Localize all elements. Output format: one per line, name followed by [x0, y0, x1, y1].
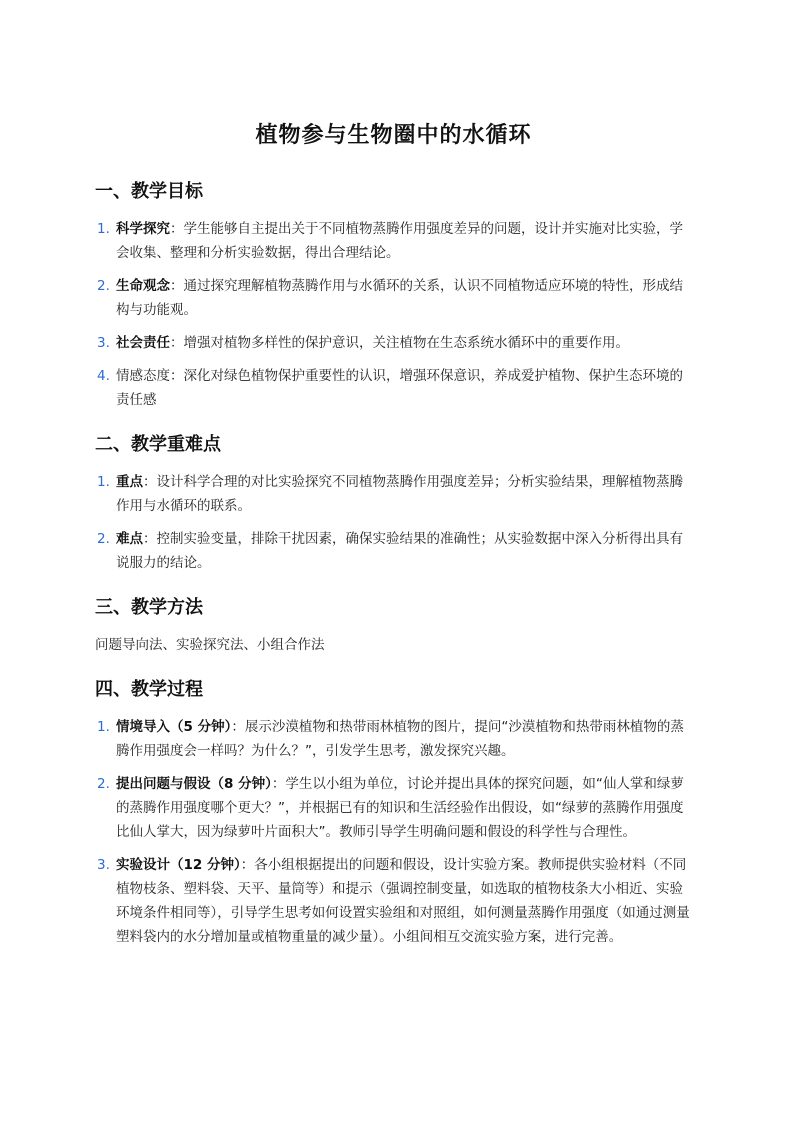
- item-term: 情境导入（5 分钟）: [116, 719, 232, 735]
- item-separator: ：: [240, 857, 255, 873]
- list-item: [95, 331, 692, 355]
- section-heading: 四、教学过程: [95, 679, 203, 700]
- item-number: 3.: [97, 857, 110, 873]
- list-item: [95, 470, 692, 518]
- list-item: [95, 217, 692, 265]
- item-term: 提出问题与假设（8 分钟）: [116, 776, 272, 792]
- key-points-list: [95, 470, 692, 575]
- section-objectives: [95, 177, 692, 412]
- item-text: 设计科学合理的对比实验探究不同植物蒸腾作用强度差异；分析实验结果，理解植物蒸腾作用与水循环的联系。: [116, 474, 683, 514]
- section-heading: 一、教学目标: [95, 181, 203, 202]
- item-separator: ：: [143, 474, 157, 490]
- document-title: 植物参与生物圈中的水循环: [255, 123, 532, 148]
- item-separator: ：: [231, 719, 245, 735]
- item-term: 实验设计（12 分钟）: [116, 857, 241, 873]
- item-number: 4.: [97, 368, 110, 384]
- item-text: 通过探究理解植物蒸腾作用与水循环的关系，认识不同植物适应环境的特性，形成结构与功能观。: [116, 278, 683, 318]
- item-term: 科学探究: [116, 221, 170, 237]
- item-number: 1.: [97, 221, 110, 237]
- item-text: 增强对植物多样性的保护意识，关注植物在生态系统水循环中的重要作用。: [183, 335, 629, 351]
- objectives-list: [95, 217, 692, 412]
- item-text: 学生以小组为单位，讨论并提出具体的探究问题，如“仙人掌和绿萝的蒸腾作用强度哪个更大？”，并根据已有的知识和生活经验作出假设，如“绿萝的蒸腾作用强度比仙人掌大，因为绿萝叶片面积大”。教师引导学生明确问题和假设的科学性与合理性。: [116, 776, 684, 840]
- section-heading: 三、教学方法: [95, 597, 203, 618]
- item-number: 2.: [97, 776, 110, 792]
- item-text: 各小组根据提出的问题和假设，设计实验方案。教师提供实验材料（不同植物枝条、塑料袋、天平、量筒等）和提示（强调控制变量，如选取的植物枝条大小相近、实验环境条件相同等），引导学生思考如何设置实验组和对照组，如何测量蒸腾作用强度（如通过测量塑料袋内的水分增加量或植物重量的减少量）。小组间相互交流实验方案，进行完善。: [116, 857, 690, 945]
- section-process: [95, 675, 692, 949]
- item-separator: ：: [170, 221, 184, 237]
- item-separator: ：: [170, 278, 184, 294]
- item-separator: ：: [143, 531, 157, 547]
- item-term: 重点: [116, 474, 143, 490]
- list-item: [95, 274, 692, 322]
- item-number: 1.: [97, 719, 110, 735]
- item-number: 3.: [97, 335, 110, 351]
- section-key-points: [95, 430, 692, 575]
- item-text: 情感态度：深化对绿色植物保护重要性的认识，增强环保意识，养成爱护植物、保护生态环境的责任感: [116, 368, 683, 408]
- item-text: 学生能够自主提出关于不同植物蒸腾作用强度差异的问题，设计并实施对比实验，学会收集、整理和分析实验数据，得出合理结论。: [116, 221, 683, 261]
- section-heading: 二、教学重难点: [95, 434, 221, 455]
- item-separator: ：: [271, 776, 286, 792]
- item-number: 2.: [97, 531, 110, 547]
- list-item: [95, 715, 692, 763]
- list-item: [95, 853, 692, 949]
- item-text: 控制实验变量，排除干扰因素，确保实验结果的准确性；从实验数据中深入分析得出具有说服力的结论。: [116, 531, 683, 571]
- item-separator: ：: [170, 335, 184, 351]
- process-list: [95, 715, 692, 949]
- item-number: 2.: [97, 278, 110, 294]
- list-item: [95, 527, 692, 575]
- item-term: 生命观念: [116, 278, 170, 294]
- item-term: 难点: [116, 531, 143, 547]
- section-methods: [95, 593, 692, 657]
- item-text: 展示沙漠植物和热带雨林植物的图片，提问“沙漠植物和热带雨林植物的蒸腾作用强度会一样吗？为什么？”，引发学生思考，激发探究兴趣。: [116, 719, 684, 759]
- item-number: 1.: [97, 474, 110, 490]
- methods-text: 问题导向法、实验探究法、小组合作法: [95, 637, 325, 653]
- list-item: [95, 772, 692, 844]
- item-term: 社会责任: [116, 335, 170, 351]
- list-item: [95, 364, 692, 412]
